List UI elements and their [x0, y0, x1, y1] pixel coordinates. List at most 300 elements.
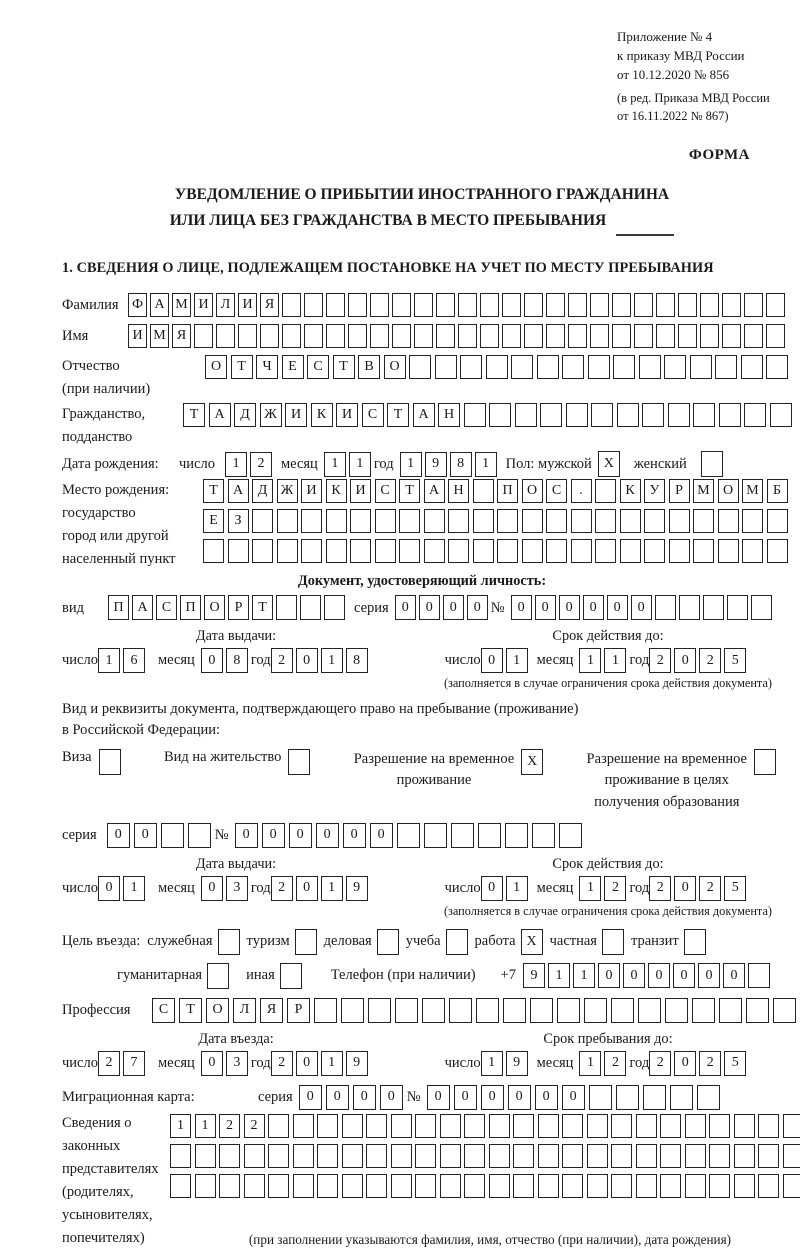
cell-box[interactable]: 0 — [395, 595, 416, 620]
cell-box[interactable] — [238, 324, 257, 348]
cell-box[interactable]: А — [150, 293, 169, 317]
cell-box[interactable]: 1 — [579, 648, 601, 673]
cell-box[interactable]: 0 — [443, 595, 464, 620]
cell-box[interactable] — [464, 1144, 485, 1168]
cell-box[interactable] — [700, 324, 719, 348]
purpose-business-checkbox[interactable] — [377, 929, 399, 955]
cell-box[interactable]: Р — [287, 998, 310, 1023]
cell-box[interactable]: 9 — [506, 1051, 528, 1076]
purpose-transit-checkbox[interactable] — [684, 929, 706, 955]
cell-box[interactable] — [414, 324, 433, 348]
cell-box[interactable] — [170, 1174, 191, 1198]
entry-year-cells[interactable] — [271, 1051, 371, 1076]
cell-box[interactable] — [703, 595, 724, 620]
cell-box[interactable] — [758, 1114, 779, 1138]
cell-box[interactable]: 2 — [699, 648, 721, 673]
cell-box[interactable]: К — [311, 403, 333, 427]
cell-box[interactable] — [639, 355, 661, 379]
doc-issue-day-cells[interactable] — [98, 648, 148, 673]
cell-box[interactable] — [656, 293, 675, 317]
cell-box[interactable] — [571, 539, 592, 563]
cell-box[interactable]: 0 — [299, 1085, 322, 1110]
cell-box[interactable] — [280, 963, 302, 989]
cell-box[interactable]: 2 — [98, 1051, 120, 1076]
cell-box[interactable] — [268, 1174, 289, 1198]
cell-box[interactable]: 1 — [481, 1051, 503, 1076]
cell-box[interactable]: 1 — [506, 648, 528, 673]
cell-box[interactable] — [741, 355, 763, 379]
cell-box[interactable]: 1 — [579, 876, 601, 901]
cell-box[interactable]: С — [152, 998, 175, 1023]
cell-box[interactable] — [207, 963, 229, 989]
cell-box[interactable] — [634, 293, 653, 317]
resid-number-cells[interactable] — [235, 823, 586, 848]
cell-box[interactable] — [611, 998, 634, 1023]
cell-box[interactable]: 3 — [226, 876, 248, 901]
cell-box[interactable]: Д — [234, 403, 256, 427]
cell-box[interactable]: 2 — [604, 876, 626, 901]
birth-day-cells[interactable] — [225, 452, 275, 477]
cell-box[interactable] — [669, 509, 690, 533]
cell-box[interactable]: З — [228, 509, 249, 533]
cell-box[interactable] — [326, 539, 347, 563]
cell-box[interactable] — [655, 595, 676, 620]
resid-issue-day-cells[interactable] — [98, 876, 148, 901]
cell-box[interactable] — [754, 749, 776, 775]
cell-box[interactable]: 0 — [201, 1051, 223, 1076]
cell-box[interactable] — [719, 998, 742, 1023]
cell-box[interactable]: 0 — [481, 648, 503, 673]
cell-box[interactable] — [584, 998, 607, 1023]
cell-box[interactable]: С — [375, 479, 396, 503]
cell-box[interactable] — [448, 509, 469, 533]
cell-box[interactable] — [370, 293, 389, 317]
cell-box[interactable] — [718, 509, 739, 533]
cell-box[interactable] — [446, 929, 468, 955]
cell-box[interactable]: 1 — [475, 452, 497, 477]
cell-box[interactable]: 0 — [562, 1085, 585, 1110]
cell-box[interactable] — [480, 293, 499, 317]
cell-box[interactable]: Ф — [128, 293, 147, 317]
cell-box[interactable] — [685, 1174, 706, 1198]
birth-month-cells[interactable] — [324, 452, 374, 477]
cell-box[interactable]: 2 — [699, 876, 721, 901]
cell-box[interactable] — [161, 823, 184, 848]
cell-box[interactable] — [530, 998, 553, 1023]
cell-box[interactable] — [571, 509, 592, 533]
cell-box[interactable] — [678, 293, 697, 317]
cell-box[interactable] — [188, 823, 211, 848]
cell-box[interactable]: В — [358, 355, 380, 379]
stay-day-cells[interactable] — [481, 1051, 531, 1076]
cell-box[interactable]: Т — [203, 479, 224, 503]
cell-box[interactable]: 2 — [271, 648, 293, 673]
cell-box[interactable] — [282, 324, 301, 348]
surname-cells[interactable] — [128, 293, 788, 317]
cell-box[interactable] — [744, 403, 766, 427]
doc-series-cells[interactable] — [395, 595, 491, 620]
cell-box[interactable]: 0 — [316, 823, 339, 848]
cell-box[interactable] — [693, 539, 714, 563]
cell-box[interactable]: С — [362, 403, 384, 427]
cell-box[interactable]: 9 — [523, 963, 545, 988]
cell-box[interactable]: 0 — [535, 1085, 558, 1110]
temp-residence-checkbox[interactable] — [521, 749, 543, 775]
cell-box[interactable] — [727, 595, 748, 620]
cell-box[interactable] — [244, 1174, 265, 1198]
cell-box[interactable] — [685, 1144, 706, 1168]
cell-box[interactable] — [503, 998, 526, 1023]
cell-box[interactable]: X — [598, 451, 620, 477]
cell-box[interactable] — [665, 998, 688, 1023]
cell-box[interactable] — [690, 355, 712, 379]
cell-box[interactable]: 0 — [380, 1085, 403, 1110]
cell-box[interactable] — [685, 1114, 706, 1138]
cell-box[interactable]: 0 — [674, 1051, 696, 1076]
cell-box[interactable] — [348, 324, 367, 348]
cell-box[interactable] — [276, 595, 297, 620]
cell-box[interactable] — [538, 1174, 559, 1198]
cell-box[interactable] — [424, 823, 447, 848]
cell-box[interactable] — [293, 1174, 314, 1198]
cell-box[interactable] — [722, 324, 741, 348]
cell-box[interactable]: 0 — [326, 1085, 349, 1110]
cell-box[interactable] — [449, 998, 472, 1023]
cell-box[interactable]: 1 — [604, 648, 626, 673]
cell-box[interactable] — [301, 539, 322, 563]
cell-box[interactable] — [392, 324, 411, 348]
cell-box[interactable] — [587, 1144, 608, 1168]
cell-box[interactable] — [701, 451, 723, 477]
cell-box[interactable] — [559, 823, 582, 848]
cell-box[interactable] — [399, 509, 420, 533]
entry-month-cells[interactable] — [201, 1051, 251, 1076]
cell-box[interactable]: М — [742, 479, 763, 503]
cell-box[interactable] — [773, 998, 796, 1023]
cell-box[interactable]: Ж — [260, 403, 282, 427]
cell-box[interactable]: 0 — [201, 648, 223, 673]
cell-box[interactable] — [644, 509, 665, 533]
cell-box[interactable] — [767, 509, 788, 533]
cell-box[interactable] — [288, 749, 310, 775]
cell-box[interactable]: 2 — [250, 452, 272, 477]
cell-box[interactable] — [260, 324, 279, 348]
cell-box[interactable] — [424, 509, 445, 533]
cell-box[interactable]: 0 — [262, 823, 285, 848]
cell-box[interactable] — [304, 324, 323, 348]
cell-box[interactable]: 0 — [674, 648, 696, 673]
cell-box[interactable] — [293, 1144, 314, 1168]
doc-number-cells[interactable] — [511, 595, 775, 620]
cell-box[interactable]: 0 — [467, 595, 488, 620]
cell-box[interactable] — [766, 355, 788, 379]
cell-box[interactable] — [767, 539, 788, 563]
cell-box[interactable]: И — [238, 293, 257, 317]
cell-box[interactable]: 1 — [506, 876, 528, 901]
cell-box[interactable] — [170, 1144, 191, 1168]
cell-box[interactable]: Д — [252, 479, 273, 503]
cell-box[interactable]: 0 — [370, 823, 393, 848]
cell-box[interactable]: О — [522, 479, 543, 503]
cell-box[interactable]: Т — [183, 403, 205, 427]
cell-box[interactable] — [375, 509, 396, 533]
visa-checkbox[interactable] — [99, 749, 121, 775]
cell-box[interactable] — [218, 929, 240, 955]
cell-box[interactable]: 8 — [450, 452, 472, 477]
cell-box[interactable] — [620, 509, 641, 533]
cell-box[interactable] — [473, 539, 494, 563]
cell-box[interactable]: 1 — [548, 963, 570, 988]
birth-year-cells[interactable] — [400, 452, 500, 477]
cell-box[interactable] — [317, 1114, 338, 1138]
cell-box[interactable] — [368, 998, 391, 1023]
cell-box[interactable] — [522, 509, 543, 533]
cell-box[interactable] — [326, 293, 345, 317]
doc-valid-month-cells[interactable] — [579, 648, 629, 673]
cell-box[interactable] — [742, 509, 763, 533]
cell-box[interactable]: 5 — [724, 876, 746, 901]
purpose-other-checkbox[interactable] — [280, 963, 302, 989]
cell-box[interactable] — [464, 1174, 485, 1198]
doc-issue-year-cells[interactable] — [271, 648, 371, 673]
cell-box[interactable]: 0 — [201, 876, 223, 901]
cell-box[interactable]: А — [424, 479, 445, 503]
cell-box[interactable] — [415, 1144, 436, 1168]
cell-box[interactable] — [244, 1144, 265, 1168]
resid-valid-month-cells[interactable] — [579, 876, 629, 901]
cell-box[interactable]: 0 — [535, 595, 556, 620]
cell-box[interactable]: И — [336, 403, 358, 427]
cell-box[interactable] — [697, 1085, 720, 1110]
cell-box[interactable]: 0 — [511, 595, 532, 620]
cell-box[interactable] — [595, 509, 616, 533]
cell-box[interactable] — [742, 539, 763, 563]
cell-box[interactable] — [515, 403, 537, 427]
cell-box[interactable]: Я — [172, 324, 191, 348]
cell-box[interactable] — [636, 1144, 657, 1168]
cell-box[interactable] — [219, 1174, 240, 1198]
cell-box[interactable] — [252, 509, 273, 533]
cell-box[interactable]: Я — [260, 293, 279, 317]
cell-box[interactable] — [370, 324, 389, 348]
cell-box[interactable]: С — [546, 479, 567, 503]
cell-box[interactable] — [634, 324, 653, 348]
name-cells[interactable] — [128, 324, 788, 348]
cell-box[interactable] — [660, 1174, 681, 1198]
migr-number-cells[interactable] — [427, 1085, 724, 1110]
cell-box[interactable] — [473, 509, 494, 533]
cell-box[interactable] — [783, 1174, 800, 1198]
cell-box[interactable] — [522, 539, 543, 563]
cell-box[interactable] — [464, 403, 486, 427]
doc-valid-year-cells[interactable] — [649, 648, 749, 673]
cell-box[interactable] — [664, 355, 686, 379]
cell-box[interactable]: Н — [448, 479, 469, 503]
cell-box[interactable]: 1 — [123, 876, 145, 901]
cell-box[interactable]: 8 — [346, 648, 368, 673]
cell-box[interactable] — [656, 324, 675, 348]
cell-box[interactable] — [350, 539, 371, 563]
cell-box[interactable] — [415, 1174, 436, 1198]
cell-box[interactable] — [587, 1174, 608, 1198]
stay-year-cells[interactable] — [649, 1051, 749, 1076]
purpose-official-checkbox[interactable] — [218, 929, 240, 955]
cell-box[interactable] — [590, 293, 609, 317]
cell-box[interactable] — [300, 595, 321, 620]
cell-box[interactable] — [489, 1114, 510, 1138]
cell-box[interactable] — [612, 293, 631, 317]
cell-box[interactable]: Ж — [277, 479, 298, 503]
cell-box[interactable] — [436, 293, 455, 317]
representatives-row-2[interactable] — [170, 1144, 800, 1168]
cell-box[interactable] — [643, 1085, 666, 1110]
cell-box[interactable] — [669, 539, 690, 563]
cell-box[interactable] — [409, 355, 431, 379]
cell-box[interactable] — [301, 509, 322, 533]
cell-box[interactable] — [295, 929, 317, 955]
cell-box[interactable] — [758, 1144, 779, 1168]
cell-box[interactable]: 0 — [296, 1051, 318, 1076]
cell-box[interactable]: 1 — [321, 1051, 343, 1076]
cell-box[interactable] — [366, 1114, 387, 1138]
cell-box[interactable] — [566, 403, 588, 427]
cell-box[interactable]: И — [285, 403, 307, 427]
cell-box[interactable]: Б — [767, 479, 788, 503]
cell-box[interactable]: 1 — [98, 648, 120, 673]
cell-box[interactable] — [293, 1114, 314, 1138]
cell-box[interactable] — [783, 1144, 800, 1168]
cell-box[interactable]: А — [132, 595, 153, 620]
purpose-work-checkbox[interactable] — [521, 929, 543, 955]
doc-valid-day-cells[interactable] — [481, 648, 531, 673]
sex-male-checkbox[interactable] — [598, 451, 620, 477]
cell-box[interactable]: 2 — [219, 1114, 240, 1138]
cell-box[interactable]: 9 — [346, 876, 368, 901]
cell-box[interactable] — [497, 509, 518, 533]
cell-box[interactable] — [589, 1085, 612, 1110]
cell-box[interactable]: М — [150, 324, 169, 348]
cell-box[interactable] — [693, 403, 715, 427]
cell-box[interactable] — [366, 1174, 387, 1198]
cell-box[interactable]: Р — [669, 479, 690, 503]
cell-box[interactable] — [219, 1144, 240, 1168]
cell-box[interactable] — [748, 963, 770, 988]
purpose-study-checkbox[interactable] — [446, 929, 468, 955]
cell-box[interactable]: 0 — [481, 1085, 504, 1110]
cell-box[interactable] — [489, 1144, 510, 1168]
cell-box[interactable] — [766, 293, 785, 317]
cell-box[interactable] — [562, 1114, 583, 1138]
cell-box[interactable]: Е — [282, 355, 304, 379]
cell-box[interactable]: 1 — [321, 876, 343, 901]
cell-box[interactable] — [693, 509, 714, 533]
cell-box[interactable] — [617, 403, 639, 427]
cell-box[interactable]: 1 — [170, 1114, 191, 1138]
cell-box[interactable]: 2 — [604, 1051, 626, 1076]
cell-box[interactable] — [758, 1174, 779, 1198]
cell-box[interactable] — [460, 355, 482, 379]
cell-box[interactable]: 0 — [454, 1085, 477, 1110]
cell-box[interactable] — [588, 355, 610, 379]
cell-box[interactable] — [638, 998, 661, 1023]
cell-box[interactable] — [709, 1114, 730, 1138]
cell-box[interactable] — [616, 1085, 639, 1110]
stay-month-cells[interactable] — [579, 1051, 629, 1076]
birth-place-row-3[interactable] — [203, 539, 791, 563]
cell-box[interactable]: И — [194, 293, 213, 317]
cell-box[interactable]: 2 — [699, 1051, 721, 1076]
cell-box[interactable]: О — [205, 355, 227, 379]
cell-box[interactable] — [557, 998, 580, 1023]
cell-box[interactable]: А — [228, 479, 249, 503]
cell-box[interactable]: 5 — [724, 648, 746, 673]
cell-box[interactable] — [268, 1114, 289, 1138]
cell-box[interactable] — [304, 293, 323, 317]
cell-box[interactable] — [546, 509, 567, 533]
cell-box[interactable] — [440, 1114, 461, 1138]
cell-box[interactable]: 3 — [226, 1051, 248, 1076]
cell-box[interactable] — [602, 929, 624, 955]
cell-box[interactable]: X — [521, 749, 543, 775]
cell-box[interactable]: 0 — [289, 823, 312, 848]
cell-box[interactable] — [424, 539, 445, 563]
cell-box[interactable]: О — [204, 595, 225, 620]
cell-box[interactable]: 0 — [134, 823, 157, 848]
cell-box[interactable] — [473, 479, 494, 503]
cell-box[interactable]: 0 — [481, 876, 503, 901]
cell-box[interactable] — [326, 509, 347, 533]
cell-box[interactable]: 1 — [324, 452, 346, 477]
cell-box[interactable] — [99, 749, 121, 775]
cell-box[interactable] — [668, 403, 690, 427]
cell-box[interactable] — [195, 1144, 216, 1168]
cell-box[interactable]: Р — [228, 595, 249, 620]
cell-box[interactable] — [524, 293, 543, 317]
cell-box[interactable]: 0 — [235, 823, 258, 848]
cell-box[interactable] — [611, 1174, 632, 1198]
cell-box[interactable] — [612, 324, 631, 348]
cell-box[interactable]: 7 — [123, 1051, 145, 1076]
cell-box[interactable]: 0 — [296, 876, 318, 901]
cell-box[interactable]: Е — [203, 509, 224, 533]
purpose-private-checkbox[interactable] — [602, 929, 624, 955]
cell-box[interactable] — [590, 324, 609, 348]
cell-box[interactable] — [436, 324, 455, 348]
cell-box[interactable]: 0 — [107, 823, 130, 848]
cell-box[interactable]: 0 — [353, 1085, 376, 1110]
cell-box[interactable] — [562, 1174, 583, 1198]
cell-box[interactable]: М — [693, 479, 714, 503]
cell-box[interactable] — [700, 293, 719, 317]
cell-box[interactable] — [478, 823, 501, 848]
cell-box[interactable]: Т — [231, 355, 253, 379]
cell-box[interactable] — [692, 998, 715, 1023]
cell-box[interactable]: Т — [399, 479, 420, 503]
cell-box[interactable] — [611, 1144, 632, 1168]
cell-box[interactable] — [282, 293, 301, 317]
cell-box[interactable]: П — [497, 479, 518, 503]
cell-box[interactable]: 2 — [271, 876, 293, 901]
phone-cells[interactable] — [523, 963, 773, 988]
doc-type-cells[interactable] — [108, 595, 348, 620]
cell-box[interactable] — [415, 1114, 436, 1138]
cell-box[interactable] — [719, 403, 741, 427]
cell-box[interactable] — [538, 1144, 559, 1168]
cell-box[interactable] — [314, 998, 337, 1023]
cell-box[interactable] — [448, 539, 469, 563]
cell-box[interactable]: 0 — [419, 595, 440, 620]
cell-box[interactable] — [377, 929, 399, 955]
